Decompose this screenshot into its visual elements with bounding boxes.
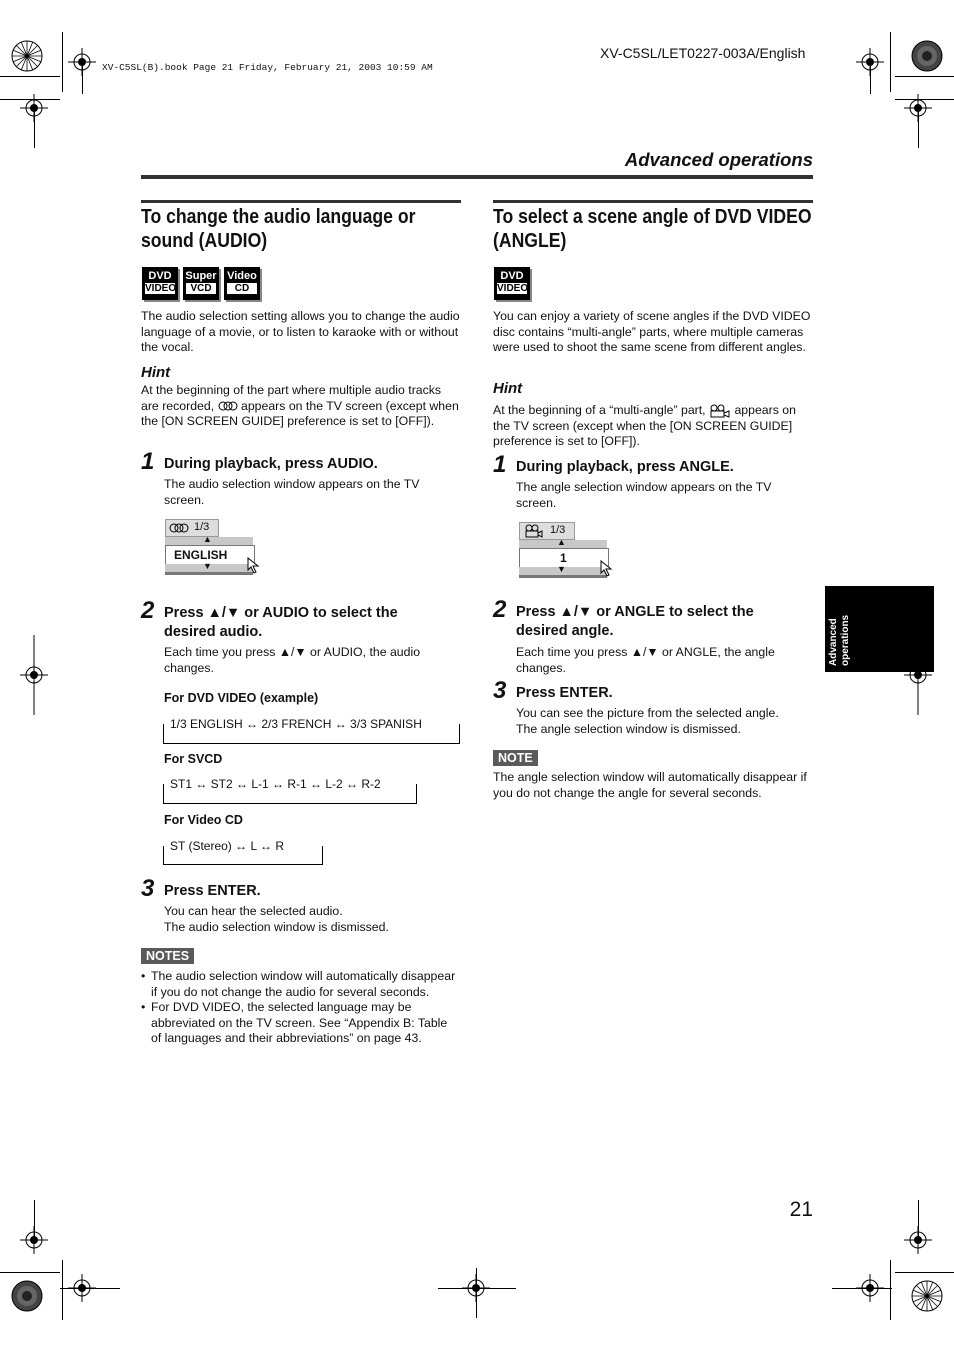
- hint-text: At the beginning of the part where multiple audio tracks are recorded,: [141, 383, 442, 413]
- badge-text: CD: [227, 283, 257, 294]
- step-body: Each time you press ▲/▼ or AUDIO, the audio changes.: [164, 645, 421, 675]
- color-wheel-icon: [912, 1281, 942, 1311]
- step-heading: Press ENTER.: [516, 685, 613, 701]
- step-heading: Press ENTER.: [164, 883, 261, 899]
- step-body-line: You can hear the selected audio.: [164, 904, 343, 918]
- audio-tracks-icon: [169, 523, 189, 533]
- notes-list: [141, 969, 459, 1047]
- registration-mark-icon: [856, 1274, 884, 1302]
- step-body-line: The angle selection window is dismissed.: [516, 721, 741, 736]
- left-intro: The audio selection setting allows you to change the audio language of a movie, or to listen to karaoke with or without the vocal.: [141, 309, 460, 354]
- file-stamp: XV-C5SL(B).book Page 21 Friday, February 21, 2003 10:59 AM: [102, 62, 433, 73]
- dvd-video-badge: [142, 267, 178, 300]
- step-number: 3: [141, 875, 155, 902]
- osd-tab: [519, 522, 575, 540]
- sequence-loop-line: [163, 846, 323, 865]
- osd-shadow: [165, 572, 253, 575]
- registration-mark-icon: [68, 1274, 96, 1302]
- title-line: To change the audio language or: [141, 206, 416, 228]
- osd-up-bar: [519, 537, 607, 548]
- page-number: 21: [789, 1198, 813, 1221]
- svcd-sequence: ST1 ↔ ST2 ↔ L-1 ↔ R-1 ↔ L-2 ↔ R-2: [170, 777, 381, 791]
- color-wheel-icon: [12, 41, 42, 71]
- down-arrow-icon: ▼: [557, 564, 566, 574]
- badge-text: Video: [227, 270, 257, 282]
- pointer-cursor-icon: [247, 557, 261, 575]
- osd-down-bar: [165, 561, 253, 572]
- step-heading-line: desired audio.: [164, 624, 263, 640]
- badge-text: VCD: [186, 283, 216, 294]
- vcd-label: For Video CD: [164, 813, 243, 827]
- step-heading-line: Press ▲/▼ or AUDIO to select the: [164, 605, 398, 621]
- right-hint-text: [493, 403, 813, 450]
- osd-value: 1: [560, 551, 567, 565]
- header-rule: [141, 175, 813, 179]
- step-heading: During playback, press AUDIO.: [164, 456, 378, 472]
- osd-count: 1/3: [194, 521, 210, 533]
- color-wheel-icon: [12, 1281, 42, 1311]
- hint-text: appears on the TV screen (except when the [ON SCREEN GUIDE] preference is set to [OFF]).: [493, 403, 796, 448]
- registration-mark-icon: [20, 94, 48, 122]
- registration-mark-icon: [20, 1226, 48, 1254]
- sequence-loop-line: [163, 784, 417, 804]
- notes-label: NOTES: [141, 948, 194, 964]
- badge-text: Super: [185, 270, 217, 282]
- badge-text: VIDEO: [497, 283, 529, 294]
- step-body-line: You can see the picture from the selected angle.: [516, 706, 779, 720]
- up-arrow-icon: ▲: [557, 537, 566, 547]
- svcd-label: For SVCD: [164, 752, 223, 766]
- up-arrow-icon: ▲: [203, 534, 212, 544]
- side-tab: [825, 586, 934, 672]
- step-heading: During playback, press ANGLE.: [516, 459, 734, 475]
- left-hint-text: [141, 383, 461, 430]
- dvd-sequence: 1/3 ENGLISH ↔ 2/3 FRENCH ↔ 3/3 SPANISH: [170, 717, 422, 731]
- step-body: Each time you press ▲/▼ or ANGLE, the angle changes.: [516, 645, 775, 675]
- side-tab-label: operations: [840, 614, 851, 666]
- color-wheel-icon: [912, 41, 942, 71]
- note-item: • The audio selection window will automatically disappear if you do not change the audio for several seconds.: [141, 969, 459, 1000]
- super-vcd-badge: [183, 267, 219, 300]
- badge-text: DVD: [148, 270, 172, 282]
- step-body: [164, 904, 454, 935]
- camera-angle-icon: [524, 524, 544, 538]
- left-title: [141, 205, 458, 253]
- note-label: NOTE: [493, 750, 538, 766]
- registration-mark-icon: [68, 48, 96, 76]
- down-arrow-icon: ▼: [203, 561, 212, 571]
- doc-code: XV-C5SL/LET0227-003A/English: [600, 45, 806, 61]
- side-tab-label: Advanced: [828, 618, 839, 666]
- step-number: 3: [493, 677, 507, 704]
- osd-down-bar: [519, 564, 607, 575]
- osd-count: 1/3: [550, 524, 566, 536]
- step-number: 1: [493, 451, 507, 478]
- step-body-line: The audio selection window is dismissed.: [164, 919, 389, 934]
- osd-shadow: [519, 575, 607, 578]
- step-number: 2: [141, 597, 155, 624]
- right-title-rule: [493, 200, 813, 203]
- dvd-label: For DVD VIDEO (example): [164, 691, 319, 705]
- vcd-sequence: ST (Stereo) ↔ L ↔ R: [170, 839, 285, 853]
- registration-mark-icon: [904, 94, 932, 122]
- dvd-video-badge: [494, 267, 530, 300]
- badge-text: VIDEO: [145, 283, 177, 294]
- osd-value: ENGLISH: [174, 548, 228, 562]
- pointer-cursor-icon: [600, 560, 614, 578]
- camera-angle-icon: [709, 404, 731, 418]
- right-hint-label: Hint: [493, 380, 523, 397]
- step-number: 1: [141, 448, 155, 475]
- note-item: • For DVD VIDEO, the selected language may be abbreviated on the TV screen. See “Appendix B: Table of languages and their abbreviations” on page 43.: [141, 1000, 459, 1047]
- title-line: To select a scene angle of DVD VIDEO: [493, 206, 812, 228]
- hint-text: At the beginning of a “multi-angle” part,: [493, 403, 706, 417]
- hint-text: appears on the TV screen (except when the [ON SCREEN GUIDE] preference is set to [OFF]).: [141, 398, 459, 428]
- step-number: 2: [493, 596, 507, 623]
- section-title: Advanced operations: [624, 149, 813, 170]
- osd-up-bar: [165, 534, 253, 545]
- video-cd-badge: [224, 267, 260, 300]
- right-title: [493, 205, 819, 253]
- registration-mark-icon: [462, 1274, 490, 1302]
- badge-text: DVD: [500, 270, 524, 282]
- step-body: The audio selection window appears on the TV screen.: [164, 477, 420, 507]
- title-line: sound (AUDIO): [141, 230, 268, 252]
- registration-mark-icon: [904, 1226, 932, 1254]
- step-body: The angle selection window appears on the TV screen.: [516, 480, 772, 510]
- registration-mark-icon: [856, 48, 884, 76]
- step-heading-line: Press ▲/▼ or ANGLE to select the: [516, 604, 754, 620]
- left-hint-label: Hint: [141, 364, 171, 381]
- audio-tracks-icon: [218, 401, 238, 411]
- step-heading-line: desired angle.: [516, 623, 614, 639]
- left-title-rule: [141, 200, 461, 203]
- sequence-loop-line: [163, 724, 460, 744]
- step-body: [516, 706, 806, 737]
- note-text: The angle selection window will automatically disappear if you do not change the angle for several seconds.: [493, 770, 807, 800]
- step-heading: [516, 603, 754, 641]
- right-intro: You can enjoy a variety of scene angles if the DVD VIDEO disc contains “multi-angle” parts, where multiple cameras were used to shoot the same scene from different angles.: [493, 309, 811, 354]
- title-line: (ANGLE): [493, 230, 567, 252]
- step-heading: [164, 604, 398, 642]
